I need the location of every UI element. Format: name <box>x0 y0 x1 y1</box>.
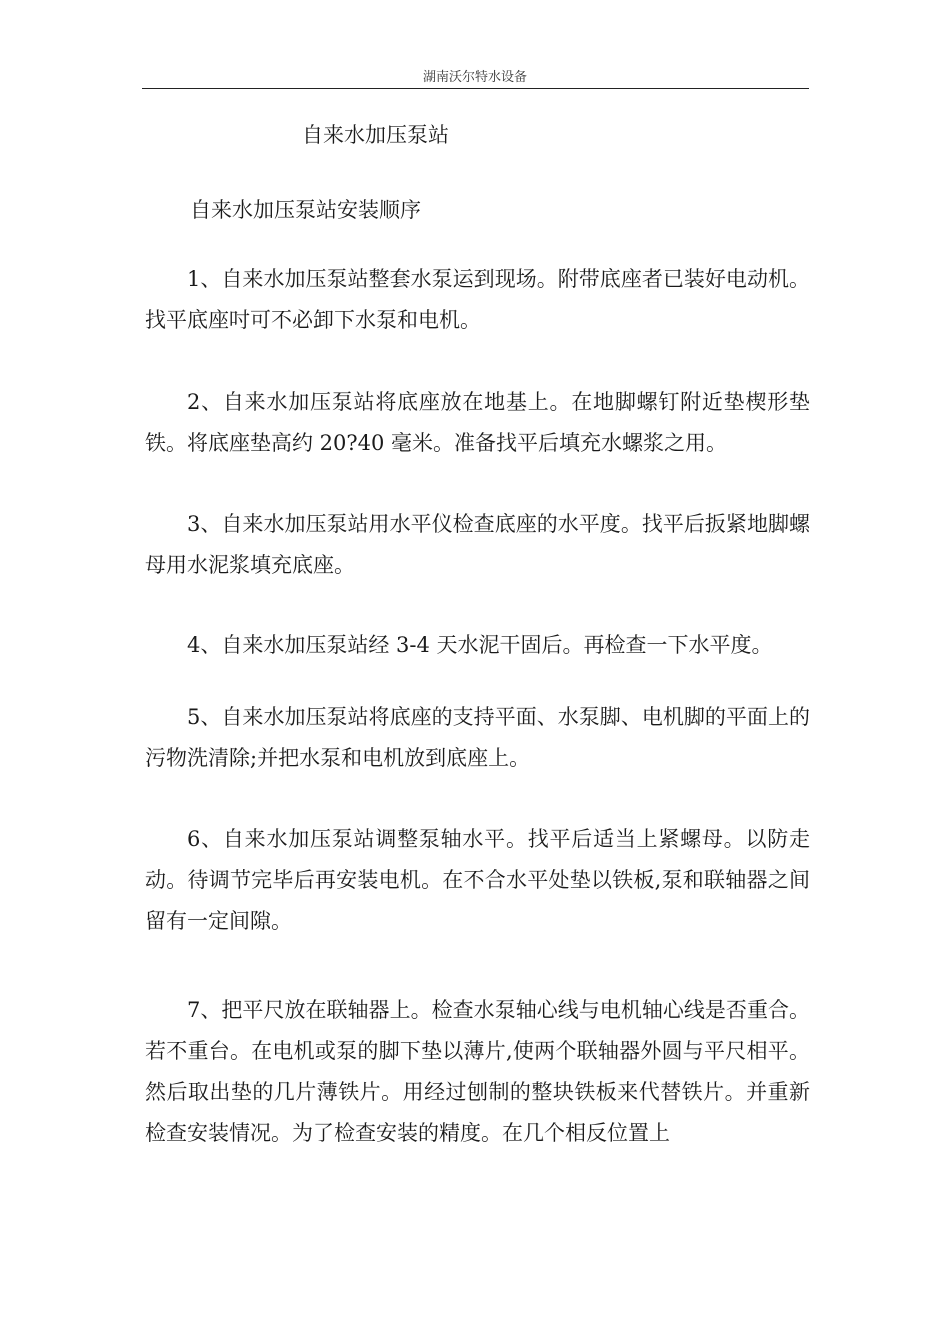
paragraph-step-2: 2、自来水加压泵站将底座放在地基上。在地脚螺钉附近垫楔形垫铁。将底座垫高约 20?40 毫米。准备找平后填充水螺浆之用。 <box>145 390 810 455</box>
page-header: 湖南沃尔特水设备 <box>422 70 527 85</box>
paragraph-step-4: 4、自来水加压泵站经 3-4 天水泥干固后。再检查一下水平度。 <box>187 633 773 657</box>
paragraph-step-3: 3、自来水加压泵站用水平仪检查底座的水平度。找平后扳紧地脚螺母用水泥浆填充底座。 <box>145 512 810 577</box>
header-divider <box>142 88 809 89</box>
paragraph-step-1: 1、自来水加压泵站整套水泵运到现场。附带底座者已装好电动机。找平底座吋可不必卸下水泵和电机。 <box>145 267 810 332</box>
document-title: 自来水加压泵站 <box>302 123 449 147</box>
paragraph-step-5: 5、自来水加压泵站将底座的支持平面、水泵脚、电机脚的平面上的污物洗清除;并把水泵和电机放到底座上。 <box>145 705 810 770</box>
document-subtitle: 自来水加压泵站安装顺序 <box>190 198 421 222</box>
paragraph-step-6: 6、自来水加压泵站调整泵轴水平。找平后适当上紧螺母。以防走动。待调节完毕后再安装电机。在不合水平处垫以铁板,泵和联轴器之间留有一定间隙。 <box>145 827 810 933</box>
paragraph-step-7: 7、把平尺放在联轴器上。检查水泵轴心线与电机轴心线是否重合。若不重台。在电机或泵的脚下垫以薄片,使两个联轴器外圆与平尺相平。然后取出垫的几片薄铁片。用经过刨制的整块铁板来代替铁片。并重新检查安装情况。为了检查安装的精度。在几个相反位置上 <box>145 998 810 1145</box>
